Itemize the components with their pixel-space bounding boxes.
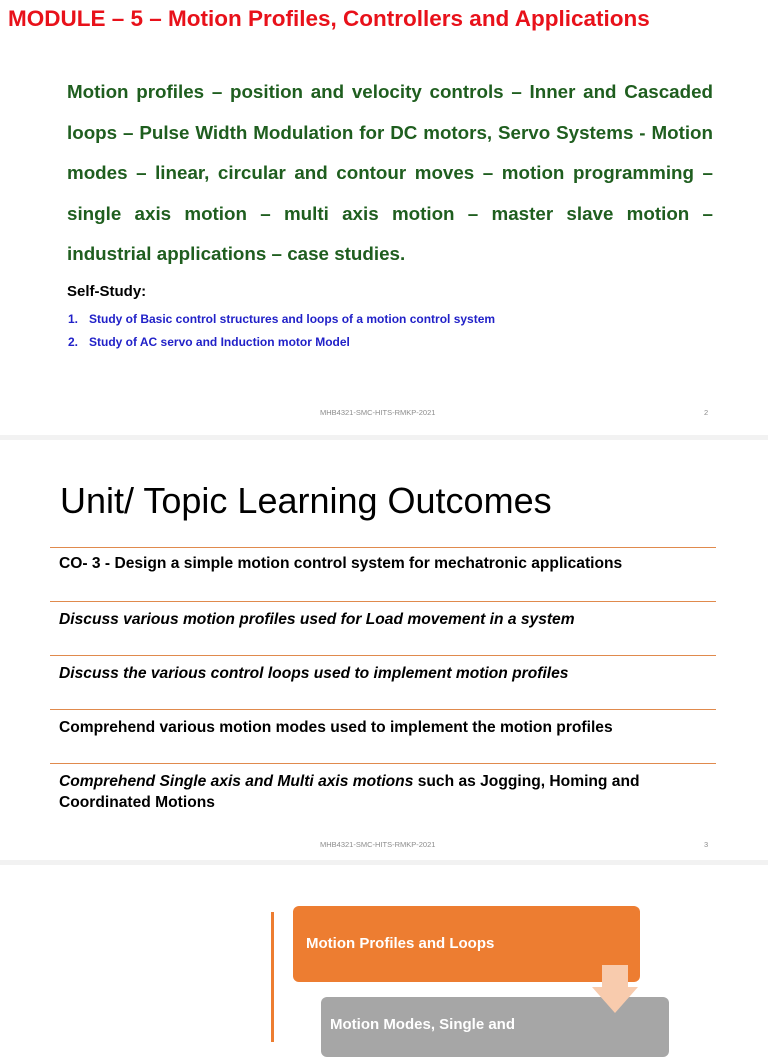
self-study-item	[68, 312, 495, 326]
slide-learning-outcomes	[0, 440, 768, 860]
slide-title: Unit/ Topic Learning Outcomes	[60, 480, 552, 521]
slide-separator	[0, 860, 768, 865]
syllabus-text: Motion profiles – position and velocity controls – Inner and Cascaded loops – Pulse Width Modulation for DC motors, Servo Systems - Motion modes – linear, circular and contour moves – motion programming – single axis motion – multi axis motion – master slave motion – industrial applications – case studies.	[67, 81, 713, 264]
footer-code: MHB4321-SMC-HITS-RMKP-2021	[320, 840, 436, 849]
outcome-text: Discuss various motion profiles used for Load movement in a system	[59, 611, 575, 628]
list-item-text: Study of AC servo and Induction motor Model	[89, 335, 350, 349]
page-number: 3	[704, 840, 709, 849]
slide-topic-flow	[0, 870, 768, 1033]
flow-box-motion-profiles	[293, 906, 640, 982]
course-outcome-row	[50, 547, 716, 601]
module-title: MODULE – 5 – Motion Profiles, Controllers and Applications	[8, 6, 650, 31]
timeline-line	[271, 912, 274, 1042]
outcome-text: Comprehend various motion modes used to implement the motion profiles	[59, 719, 613, 736]
course-outcome-text: CO- 3 - Design a simple motion control system for mechatronic applications	[59, 555, 623, 572]
self-study-item	[68, 335, 495, 349]
outcome-text: Discuss the various control loops used to implement motion profiles	[59, 665, 569, 682]
page-number: 2	[704, 408, 709, 417]
outcome-row	[50, 601, 716, 655]
self-study-list	[68, 312, 495, 358]
flow-box-label: Motion Profiles and Loops	[306, 935, 495, 952]
outcome-text: such as Jogging, Homing and Coordinated Motions	[59, 773, 640, 811]
footer-code: MHB4321-SMC-HITS-RMKP-2021	[320, 408, 436, 417]
down-arrow-icon	[590, 965, 640, 1015]
outcome-row	[50, 655, 716, 709]
list-number: 1.	[68, 312, 79, 326]
outcome-italic-text: Comprehend Single axis and Multi axis motions	[59, 773, 414, 790]
slide-module-overview	[0, 0, 768, 435]
self-study-heading: Self-Study:	[67, 283, 147, 300]
outcome-row	[50, 709, 716, 763]
outcomes-table	[50, 547, 716, 813]
list-number: 2.	[68, 335, 79, 349]
flow-box-label: Motion Modes, Single and	[330, 1016, 515, 1033]
list-item-text: Study of Basic control structures and loops of a motion control system	[89, 312, 496, 326]
outcome-row	[50, 763, 716, 813]
